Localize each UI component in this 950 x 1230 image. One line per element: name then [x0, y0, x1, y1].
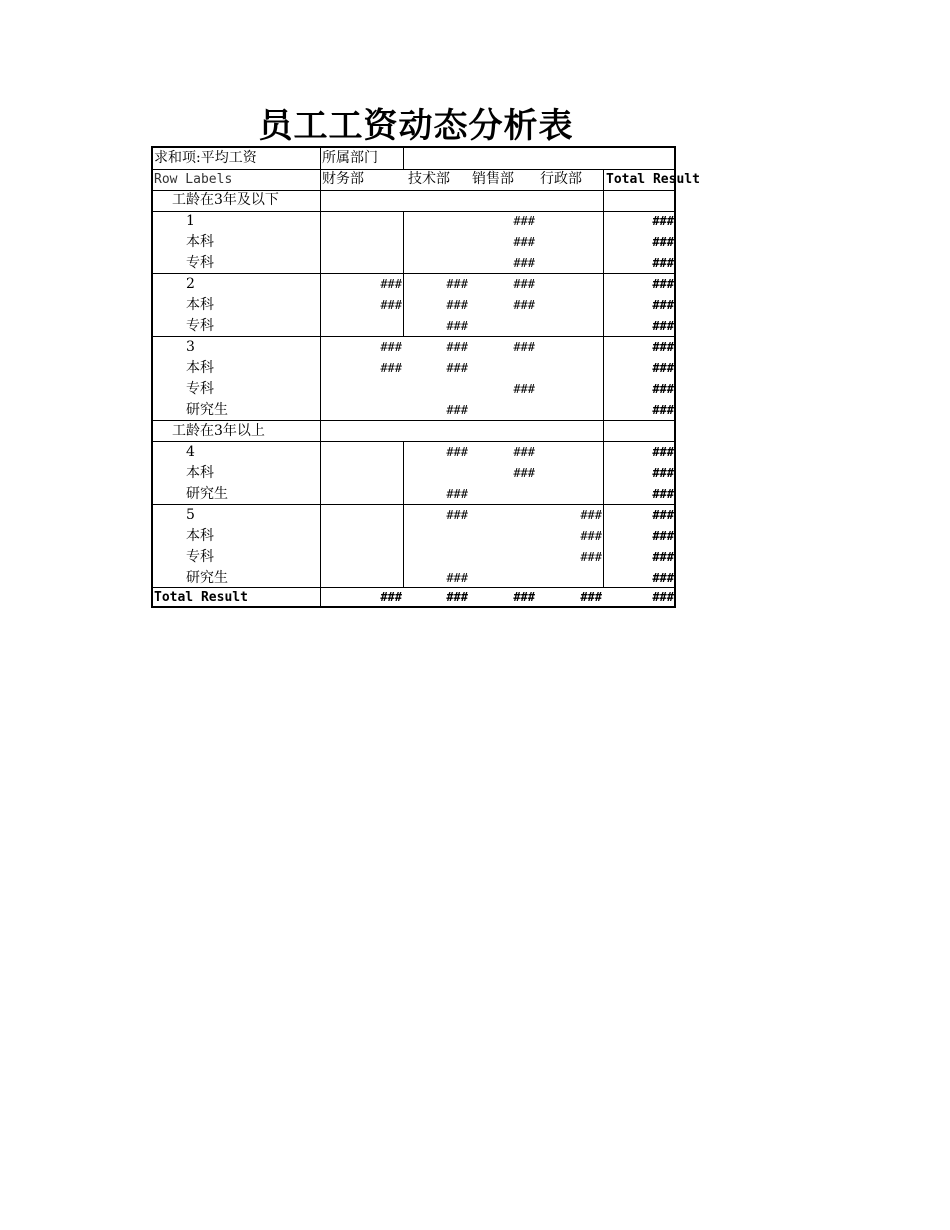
column-header: 财务部 — [322, 171, 364, 187]
value-cell: ### — [513, 382, 535, 396]
total-cell: ### — [652, 590, 674, 604]
row-label[interactable]: 本科 — [186, 360, 214, 376]
row-label[interactable]: 研究生 — [186, 570, 228, 586]
value-cell — [605, 190, 674, 211]
value-cell — [405, 463, 468, 484]
value-cell: ### — [446, 403, 468, 417]
value-cell — [471, 421, 535, 442]
value-cell — [471, 358, 535, 379]
row-label[interactable]: 本科 — [186, 528, 214, 544]
group-label[interactable]: 工龄在3年以上 — [172, 423, 265, 439]
value-cell: ### — [652, 340, 674, 354]
grid-line — [153, 190, 674, 191]
value-cell — [538, 232, 602, 253]
value-cell — [321, 505, 402, 526]
value-cell — [405, 211, 468, 232]
total-row — [153, 587, 674, 608]
pivot-table — [151, 146, 700, 608]
value-cell — [538, 190, 602, 211]
value-cell: ### — [446, 298, 468, 312]
value-cell — [471, 190, 535, 211]
value-cell — [321, 400, 402, 421]
value-cell — [321, 547, 402, 568]
value-cell: ### — [380, 298, 402, 312]
value-cell — [471, 400, 535, 421]
table-row — [153, 358, 674, 379]
value-cell: ### — [652, 571, 674, 585]
value-cell — [321, 421, 402, 442]
grid-line — [403, 148, 404, 169]
value-cell: ### — [446, 487, 468, 501]
value-cell: ### — [652, 445, 674, 459]
value-cell — [405, 421, 468, 442]
value-cell: ### — [652, 235, 674, 249]
value-cell: ### — [652, 508, 674, 522]
value-cell: ### — [652, 403, 674, 417]
table-row — [153, 526, 674, 547]
value-cell — [321, 190, 402, 211]
value-cell: ### — [652, 214, 674, 228]
table-row — [153, 295, 674, 316]
pivot-header-row-2 — [153, 169, 700, 190]
value-cell — [321, 211, 402, 232]
value-cell: ### — [513, 256, 535, 270]
column-header: 技术部 — [408, 171, 450, 187]
value-cell: ### — [652, 361, 674, 375]
value-cell: ### — [513, 340, 535, 354]
grid-line — [603, 169, 604, 587]
value-cell — [538, 568, 602, 589]
value-cell — [321, 316, 402, 337]
row-label[interactable]: 1 — [186, 213, 195, 229]
value-cell — [471, 484, 535, 505]
value-cell — [538, 484, 602, 505]
value-cell — [321, 253, 402, 274]
table-row — [153, 316, 674, 337]
value-cell: ### — [446, 571, 468, 585]
value-cell — [471, 547, 535, 568]
value-cell: ### — [380, 277, 402, 291]
grid-line — [153, 211, 674, 212]
value-cell: ### — [513, 214, 535, 228]
table-row — [153, 379, 674, 400]
value-cell: ### — [380, 340, 402, 354]
group-row — [153, 421, 674, 442]
value-cell: ### — [652, 382, 674, 396]
value-cell: ### — [513, 235, 535, 249]
row-label[interactable]: 3 — [186, 339, 195, 355]
page-title: 员工工资动态分析表 — [258, 106, 574, 146]
row-label[interactable]: 专科 — [186, 318, 214, 334]
value-cell — [405, 379, 468, 400]
value-cell — [538, 253, 602, 274]
data-field-label[interactable]: 求和项:平均工资 — [154, 150, 257, 166]
value-cell: ### — [652, 277, 674, 291]
table-row — [153, 232, 674, 253]
total-cell: ### — [513, 590, 535, 604]
value-cell — [538, 211, 602, 232]
value-cell — [471, 505, 535, 526]
grid-line — [153, 441, 674, 442]
grid-line — [153, 169, 674, 170]
value-cell — [538, 400, 602, 421]
table-row — [153, 463, 674, 484]
grid-line — [153, 587, 674, 588]
value-cell — [538, 421, 602, 442]
value-cell — [538, 358, 602, 379]
value-cell — [538, 337, 602, 358]
value-cell: ### — [652, 319, 674, 333]
grid-line — [153, 273, 674, 274]
value-cell: ### — [513, 298, 535, 312]
row-label[interactable]: 2 — [186, 276, 195, 292]
value-cell — [538, 463, 602, 484]
total-label: Total Result — [154, 590, 248, 605]
value-cell — [538, 316, 602, 337]
table-row — [153, 337, 674, 358]
column-field-label[interactable]: 所属部门 — [322, 150, 378, 166]
value-cell: ### — [580, 508, 602, 522]
table-row — [153, 547, 674, 568]
row-label[interactable]: 4 — [186, 444, 195, 460]
table-row — [153, 442, 674, 463]
value-cell: ### — [652, 466, 674, 480]
total-cell: ### — [446, 590, 468, 604]
table-row — [153, 253, 674, 274]
column-header: 行政部 — [540, 171, 582, 187]
value-cell — [321, 379, 402, 400]
value-cell: ### — [652, 256, 674, 270]
value-cell — [538, 442, 602, 463]
table-row — [153, 568, 674, 589]
value-cell — [538, 379, 602, 400]
table-row — [153, 400, 674, 421]
table-row — [153, 505, 674, 526]
grid-line — [153, 504, 674, 505]
row-label[interactable]: 本科 — [186, 297, 214, 313]
value-cell — [405, 526, 468, 547]
grid-line — [153, 420, 674, 421]
value-cell: ### — [446, 361, 468, 375]
grid-line — [403, 441, 404, 587]
value-cell: ### — [652, 529, 674, 543]
column-header: 销售部 — [472, 171, 514, 187]
value-cell — [405, 190, 468, 211]
row-labels-header[interactable]: Row Labels — [154, 172, 233, 187]
column-header: Total Result — [606, 172, 700, 187]
group-label[interactable]: 工龄在3年及以下 — [172, 192, 279, 208]
value-cell: ### — [446, 319, 468, 333]
value-cell: ### — [446, 508, 468, 522]
value-cell — [321, 484, 402, 505]
value-cell: ### — [652, 487, 674, 501]
total-cell: ### — [380, 590, 402, 604]
group-row — [153, 190, 674, 211]
value-cell — [471, 526, 535, 547]
row-label[interactable]: 本科 — [186, 234, 214, 250]
value-cell — [471, 568, 535, 589]
value-cell: ### — [580, 529, 602, 543]
value-cell — [321, 526, 402, 547]
value-cell: ### — [513, 445, 535, 459]
value-cell — [405, 253, 468, 274]
row-label[interactable]: 研究生 — [186, 486, 228, 502]
grid-line — [320, 148, 321, 608]
table-row — [153, 211, 674, 232]
row-label[interactable]: 专科 — [186, 255, 214, 271]
table-row — [153, 274, 674, 295]
value-cell: ### — [446, 445, 468, 459]
value-cell — [471, 316, 535, 337]
row-label[interactable]: 专科 — [186, 549, 214, 565]
value-cell: ### — [513, 466, 535, 480]
row-label[interactable]: 专科 — [186, 381, 214, 397]
value-cell: ### — [513, 277, 535, 291]
pivot-header-row-1 — [153, 148, 674, 169]
value-cell — [538, 274, 602, 295]
grid-line — [153, 336, 674, 337]
value-cell — [321, 463, 402, 484]
value-cell: ### — [446, 340, 468, 354]
value-cell — [321, 442, 402, 463]
row-label[interactable]: 5 — [186, 507, 195, 523]
value-cell: ### — [652, 298, 674, 312]
value-cell — [405, 232, 468, 253]
row-label[interactable]: 本科 — [186, 465, 214, 481]
value-cell: ### — [446, 277, 468, 291]
value-cell — [321, 232, 402, 253]
value-cell — [321, 568, 402, 589]
value-cell — [405, 547, 468, 568]
row-label[interactable]: 研究生 — [186, 402, 228, 418]
value-cell: ### — [652, 550, 674, 564]
value-cell — [605, 421, 674, 442]
value-cell — [538, 295, 602, 316]
total-cell: ### — [580, 590, 602, 604]
table-row — [153, 484, 674, 505]
value-cell: ### — [580, 550, 602, 564]
value-cell: ### — [380, 361, 402, 375]
